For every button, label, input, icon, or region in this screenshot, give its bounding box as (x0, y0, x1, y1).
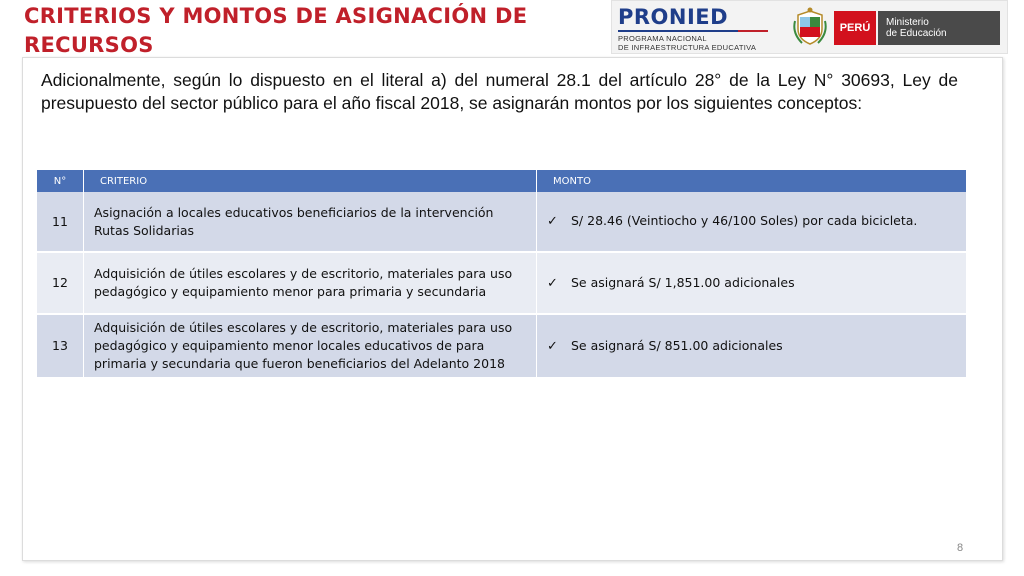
ministerio-label (878, 11, 1000, 45)
row-monto (537, 252, 967, 314)
check-icon: ✓ (547, 338, 558, 354)
row-monto (537, 192, 967, 252)
row-monto-text: Se asignará S/ 851.00 adicionales (571, 337, 783, 353)
pronied-wordmark: PRONIED (618, 5, 729, 29)
criteria-table (37, 170, 967, 379)
peru-crest-icon (792, 7, 828, 47)
page-number: 8 (957, 542, 964, 554)
pronied-accent (738, 30, 768, 32)
peru-label: PERÚ (834, 11, 876, 45)
row-criterio: Adquisición de útiles escolares y de escritorio, materiales para uso pedagógico y equipamiento menor locales educativos de para primaria y secundaria que fueron beneficiarios del Adelanto 2018 (84, 314, 537, 378)
row-num: 12 (37, 252, 84, 314)
table-header-row (37, 170, 967, 192)
check-icon: ✓ (547, 275, 558, 291)
table-row (37, 314, 967, 378)
intro-paragraph: Adicionalmente, según lo dispuesto en el literal a) del numeral 28.1 del artículo 28° de la Ley N° 30693, Ley de presupuesto del sector público para el año fiscal 2018, se asignarán montos por los siguientes conceptos: (41, 70, 958, 113)
pronied-logo (618, 6, 778, 50)
row-monto-text: S/ 28.46 (Veintiocho y 46/100 Soles) por cada bicicleta. (571, 213, 918, 228)
check-icon: ✓ (547, 214, 558, 229)
ministerio-line-1: Ministerio (886, 17, 929, 28)
pronied-subtitle-2: DE INFRAESTRUCTURA EDUCATIVA (618, 43, 757, 52)
table-row (37, 252, 967, 314)
pronied-subtitle-1: PROGRAMA NACIONAL (618, 34, 707, 43)
ministerio-line-2: de Educación (886, 28, 947, 39)
row-monto-text: Se asignará S/ 1,851.00 adicionales (571, 274, 795, 290)
logo-banner (611, 0, 1008, 54)
header-monto: MONTO (537, 170, 967, 192)
row-monto (537, 314, 967, 378)
page-title: CRITERIOS Y MONTOS DE ASIGNACIÓN DE RECURSOS (24, 4, 528, 57)
table-row (37, 192, 967, 252)
row-num: 13 (37, 314, 84, 378)
row-num: 11 (37, 192, 84, 252)
header-num: N° (37, 170, 84, 192)
row-criterio: Adquisición de útiles escolares y de escritorio, materiales para uso pedagógico y equipamiento menor para primaria y secundaria (84, 252, 537, 314)
header-criterio: CRITERIO (84, 170, 537, 192)
row-criterio: Asignación a locales educativos beneficiarios de la intervención Rutas Solidarias (84, 192, 537, 252)
